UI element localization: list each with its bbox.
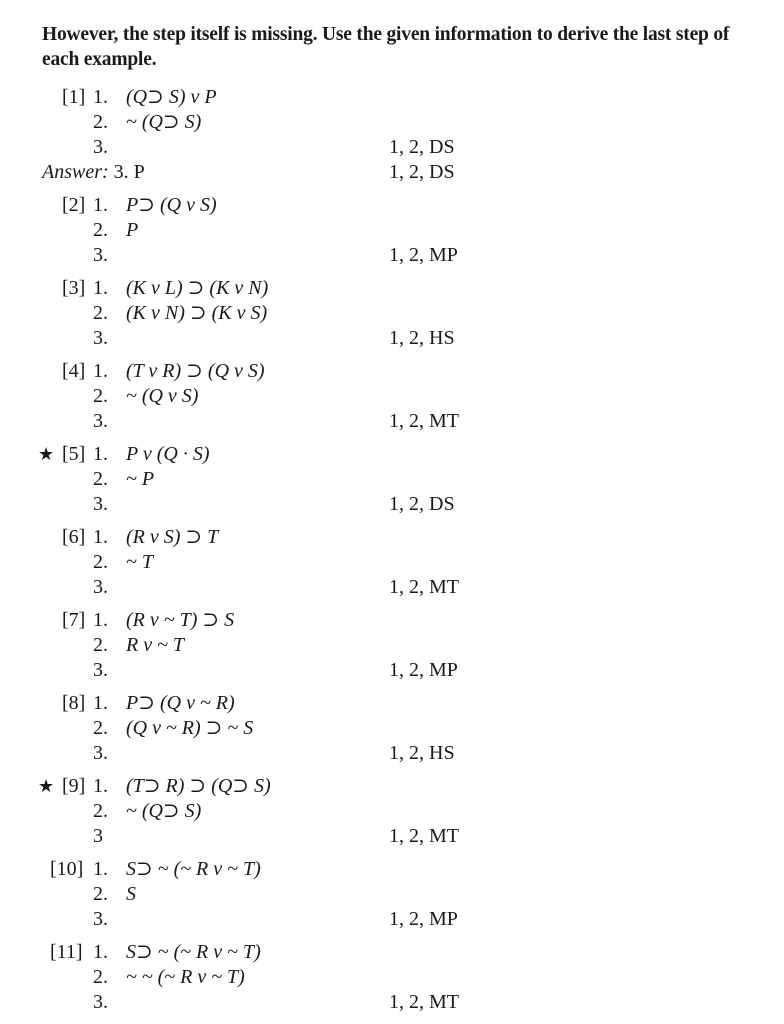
line-number: 2. [93, 111, 108, 133]
example-number: [6] [62, 526, 86, 548]
line-number: 1. [93, 775, 108, 797]
line-number: 2. [93, 468, 108, 490]
formula: ~ (Q⊃ S) [126, 800, 202, 822]
formula: (T v R) ⊃ (Q v S) [126, 360, 265, 382]
answer-justification: 1, 2, DS [389, 161, 455, 183]
line-number: 3. [93, 327, 108, 349]
answer-label: Answer: [42, 161, 109, 183]
example-3 [0, 276, 784, 351]
instructions: However, the step itself is missing. Use the given information to derive the last step of each example. [42, 24, 730, 70]
formula: ~ T [126, 551, 153, 573]
example-number: [10] [50, 858, 84, 880]
formula: (Q⊃ S) v P [126, 86, 217, 108]
line-number: 2. [93, 966, 108, 988]
example-number: [1] [62, 86, 86, 108]
example-4 [0, 359, 784, 434]
line-number: 2. [93, 717, 108, 739]
example-number: [7] [62, 609, 86, 631]
line-number: 3 [93, 825, 103, 847]
justification: 1, 2, HS [389, 742, 455, 764]
line-number: 1. [93, 443, 108, 465]
example-1 [0, 85, 784, 185]
example-9 [0, 774, 784, 849]
formula: (K v N) ⊃ (K v S) [126, 302, 268, 324]
line-number: 3. [93, 991, 108, 1013]
line-number: 2. [93, 219, 108, 241]
line-number: 3. [93, 908, 108, 930]
line-number: 2. [93, 800, 108, 822]
line-number: 2. [93, 385, 108, 407]
line-number: 2. [93, 302, 108, 324]
line-number: 3. [93, 659, 108, 681]
justification: 1, 2, DS [389, 136, 455, 158]
example-number: [3] [62, 277, 86, 299]
justification: 1, 2, MP [389, 659, 458, 681]
star-icon: ★ [38, 776, 55, 796]
formula: P⊃ (Q v S) [126, 194, 217, 216]
line-number: 1. [93, 692, 108, 714]
formula: (Q v ~ R) ⊃ ~ S [126, 717, 254, 739]
example-10 [0, 857, 784, 932]
example-6 [0, 525, 784, 600]
line-number: 1. [93, 194, 108, 216]
example-number: [2] [62, 194, 86, 216]
example-7 [0, 608, 784, 683]
line-number: 3. [93, 742, 108, 764]
formula: S⊃ ~ (~ R v ~ T) [126, 941, 261, 963]
formula: (K v L) ⊃ (K v N) [126, 277, 269, 299]
example-5 [0, 442, 784, 517]
formula: P⊃ (Q v ~ R) [126, 692, 235, 714]
line-number: 1. [93, 277, 108, 299]
line-number: 1. [93, 941, 108, 963]
line-number: 1. [93, 526, 108, 548]
formula: (R v ~ T) ⊃ S [126, 609, 235, 631]
formula: ~ (Q v S) [126, 385, 199, 407]
formula: S [126, 883, 136, 905]
example-number: [4] [62, 360, 86, 382]
example-number: [11] [50, 941, 83, 963]
line-number: 3. [93, 493, 108, 515]
justification: 1, 2, DS [389, 493, 455, 515]
formula: P v (Q · S) [126, 443, 210, 465]
justification: 1, 2, MT [389, 825, 459, 847]
formula: R v ~ T [126, 634, 185, 656]
line-number: 2. [93, 634, 108, 656]
line-number: 3. [93, 576, 108, 598]
formula: (T⊃ R) ⊃ (Q⊃ S) [126, 775, 271, 797]
answer-row [0, 160, 784, 185]
line-number: 1. [93, 858, 108, 880]
line-number: 2. [93, 883, 108, 905]
justification: 1, 2, MP [389, 908, 458, 930]
line-number: 2. [93, 551, 108, 573]
line-number: 1. [93, 86, 108, 108]
formula: S⊃ ~ (~ R v ~ T) [126, 858, 261, 880]
line-number: 3. [93, 410, 108, 432]
line-number: 1. [93, 360, 108, 382]
justification: 1, 2, MT [389, 991, 459, 1013]
line-number: 1. [93, 609, 108, 631]
star-icon: ★ [38, 444, 55, 464]
answer-text: 3. P [113, 161, 145, 183]
example-number: [5] [62, 443, 86, 465]
justification: 1, 2, MT [389, 576, 459, 598]
formula: ~ ~ (~ R v ~ T) [126, 966, 245, 988]
formula: P [126, 219, 139, 241]
justification: 1, 2, MT [389, 410, 459, 432]
line-number: 3. [93, 136, 108, 158]
example-number: [8] [62, 692, 86, 714]
formula: ~ (Q⊃ S) [126, 111, 202, 133]
example-11 [0, 940, 784, 1015]
justification: 1, 2, HS [389, 327, 455, 349]
example-8 [0, 691, 784, 766]
example-2 [0, 193, 784, 268]
line-number: 3. [93, 244, 108, 266]
formula: ~ P [126, 468, 155, 490]
justification: 1, 2, MP [389, 244, 458, 266]
example-number: [9] [62, 775, 86, 797]
formula: (R v S) ⊃ T [126, 526, 219, 548]
